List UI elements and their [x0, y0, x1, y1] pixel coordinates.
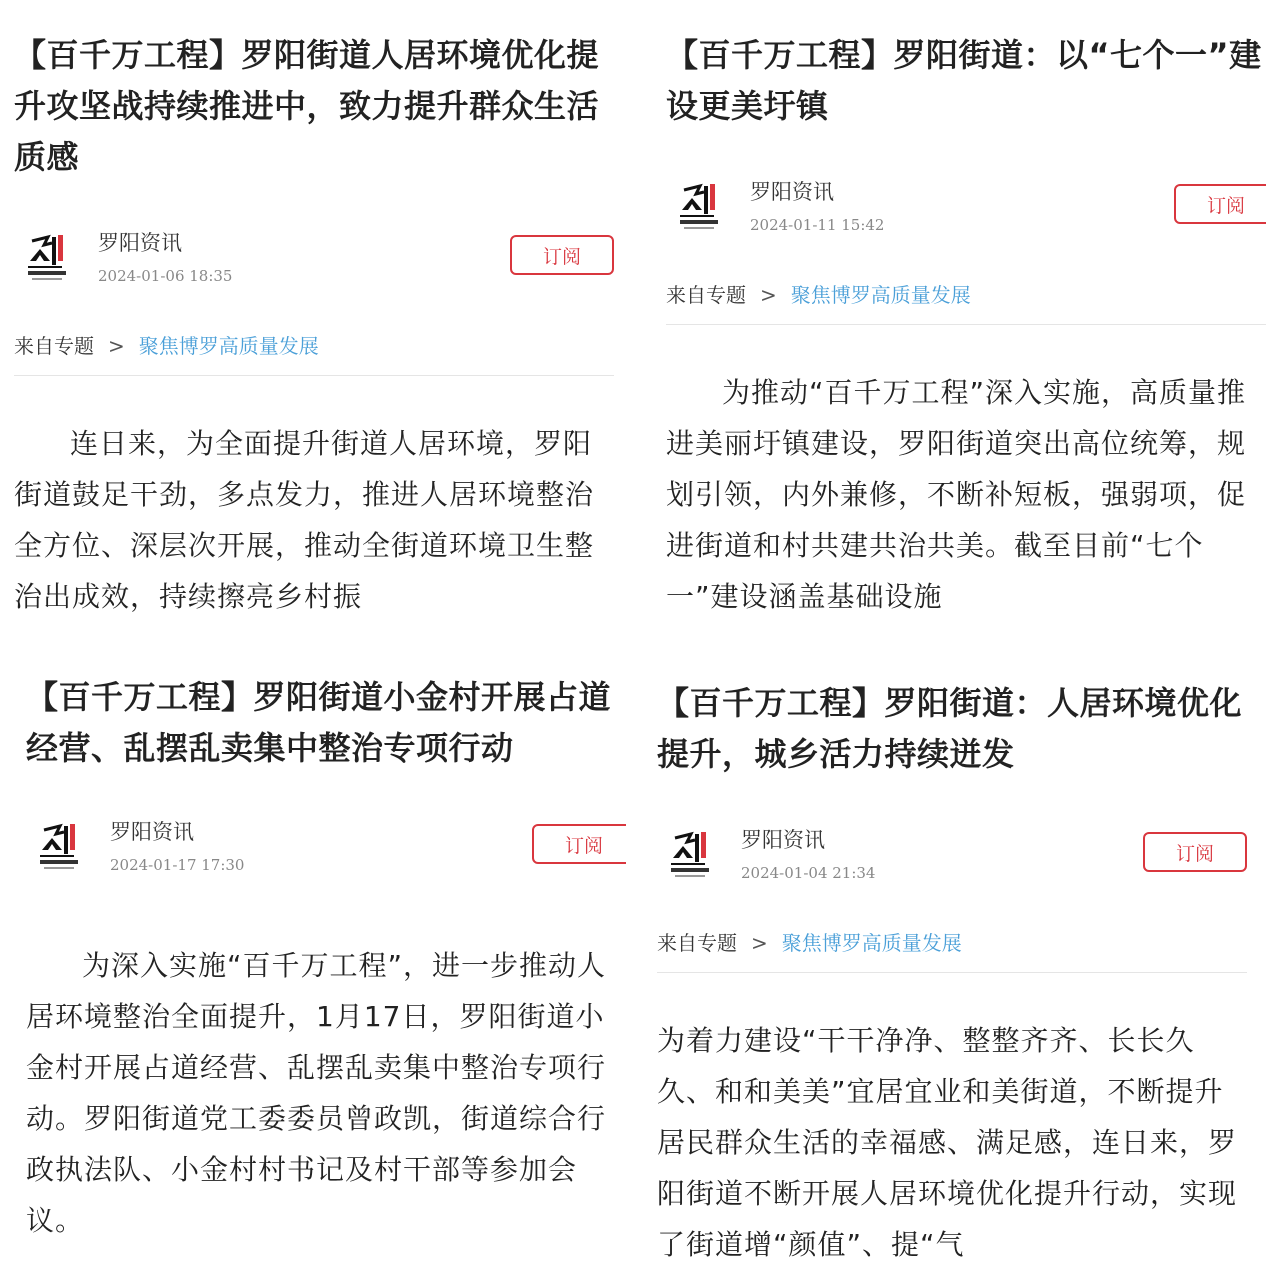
publish-date: 2024-01-06 18:35 [98, 267, 233, 285]
topic-row [666, 280, 1266, 310]
author-row [666, 176, 1266, 246]
topic-arrow: > [751, 931, 768, 955]
topic-link[interactable]: 聚焦博罗高质量发展 [781, 931, 962, 955]
divider [14, 375, 614, 376]
article-card-2 [666, 30, 1266, 650]
source-name[interactable]: 罗阳资讯 [750, 180, 834, 204]
article-title[interactable]: 【百千万工程】罗阳街道：以“七个一”建设更美圩镇 [666, 36, 1262, 125]
topic-prefix: 来自专题 [666, 283, 746, 307]
publish-date: 2024-01-11 15:42 [750, 216, 885, 234]
topic-link[interactable]: 聚焦博罗高质量发展 [138, 334, 319, 358]
article-body: 连日来，为全面提升街道人居环境，罗阳街道鼓足干劲，多点发力，推进人居环境整治全方位、深层次开展，推动全街道环境卫生整治出成效，持续擦亮乡村振 [14, 427, 595, 613]
subscribe-button[interactable]: 订阅 [1143, 832, 1247, 872]
topic-arrow: > [760, 283, 777, 307]
topic-prefix: 来自专题 [14, 334, 94, 358]
topic-prefix: 来自专题 [657, 931, 737, 955]
source-name[interactable]: 罗阳资讯 [741, 828, 825, 852]
luoyang-logo-icon [34, 820, 86, 876]
article-body: 为深入实施“百千万工程”，进一步推动人居环境整治全面提升，1月17日，罗阳街道小金村开展占道经营、乱摆乱卖集中整治专项行动。罗阳街道党工委委员曾政凯，街道综合行政执法队、小金村村书记及村干部等参加会议。 [26, 949, 607, 1237]
article-body: 为着力建设“干干净净、整整齐齐、长长久久、和和美美”宜居宜业和美街道，不断提升居民群众生活的幸福感、满足感，连日来，罗阳街道不断开展人居环境优化提升行动，实现了街道增“颜值”、提“气 [657, 1024, 1238, 1261]
article-card-1 [14, 30, 614, 650]
article-title[interactable]: 【百千万工程】罗阳街道：人居环境优化提升，城乡活力持续迸发 [657, 684, 1243, 773]
article-title[interactable]: 【百千万工程】罗阳街道小金村开展占道经营、乱摆乱卖集中整治专项行动 [26, 678, 612, 767]
subscribe-button[interactable]: 订阅 [510, 235, 614, 275]
author-row [14, 227, 614, 297]
luoyang-logo-icon [674, 180, 726, 236]
topic-arrow: > [108, 334, 125, 358]
subscribe-button[interactable]: 订阅 [532, 824, 626, 864]
article-card-3 [26, 672, 626, 1280]
author-row [26, 816, 626, 886]
topic-row [14, 331, 614, 361]
article-title[interactable]: 【百千万工程】罗阳街道人居环境优化提升攻坚战持续推进中，致力提升群众生活质感 [14, 36, 600, 176]
topic-row [657, 928, 1257, 958]
article-card-4 [657, 678, 1257, 1280]
luoyang-logo-icon [665, 828, 717, 884]
article-body: 为推动“百千万工程”深入实施，高质量推进美丽圩镇建设，罗阳街道突出高位统筹，规划引领，内外兼修，不断补短板，强弱项，促进街道和村共建共治共美。截至目前“七个一”建设涵盖基础设施 [666, 376, 1247, 613]
divider [666, 324, 1266, 325]
publish-date: 2024-01-17 17:30 [110, 856, 245, 874]
author-row [657, 824, 1257, 894]
topic-link[interactable]: 聚焦博罗高质量发展 [790, 283, 971, 307]
source-name[interactable]: 罗阳资讯 [110, 820, 194, 844]
luoyang-logo-icon [22, 231, 74, 287]
subscribe-button[interactable]: 订阅 [1174, 184, 1266, 224]
source-name[interactable]: 罗阳资讯 [98, 231, 182, 255]
publish-date: 2024-01-04 21:34 [741, 864, 876, 882]
divider [657, 972, 1247, 973]
